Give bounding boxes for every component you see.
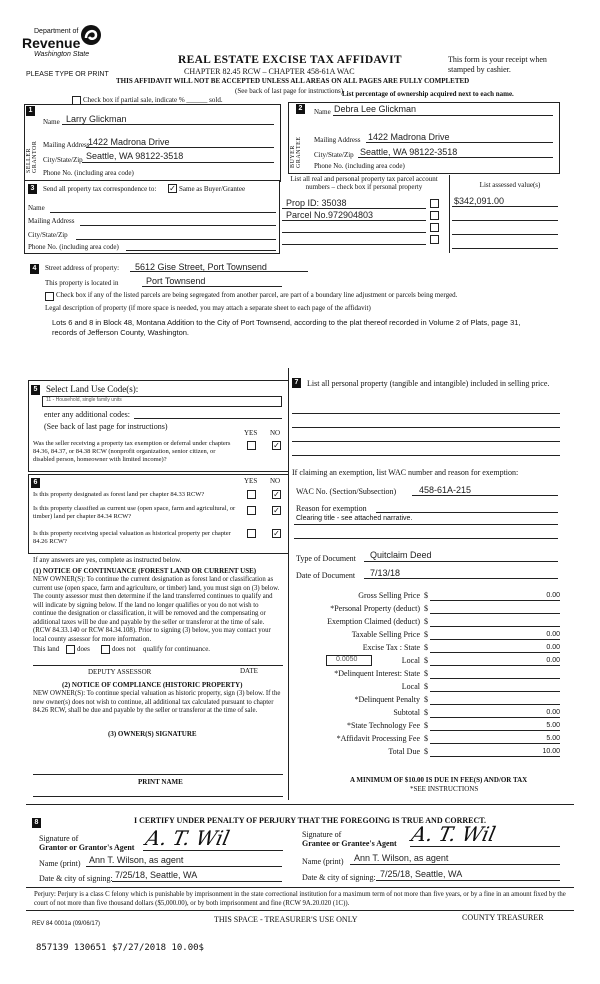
located-label: This property is located in xyxy=(45,279,119,287)
parcel-4-personal-checkbox[interactable] xyxy=(430,235,439,244)
grantor-name-label: Name (print) xyxy=(39,859,81,868)
form-warning: THIS AFFIDAVIT WILL NOT BE ACCEPTED UNLESS ALL AREAS ON ALL PAGES ARE FULLY COMPLETED xyxy=(116,77,470,85)
seller-mail[interactable]: 1422 Madrona Drive xyxy=(88,137,170,147)
tax-row-amount[interactable]: 0.00 xyxy=(546,644,560,651)
grantee-date-city[interactable]: 7/25/18, Seattle, WA xyxy=(380,869,463,879)
doc-type[interactable]: Quitclaim Deed xyxy=(370,550,432,560)
exemption-label: If claiming an exemption, list WAC number and reason for exemption: xyxy=(292,468,519,477)
revenue-swirl-icon xyxy=(80,24,102,46)
q2-no-checkbox[interactable]: ✓ xyxy=(273,506,280,515)
section-5-number: 5 xyxy=(31,385,40,395)
print-name-label: PRINT NAME xyxy=(138,778,183,786)
tax-row-label: Excise Tax : State xyxy=(362,643,420,652)
seller-name-label: Name xyxy=(43,118,60,126)
tax-row-label: *State Technology Fee xyxy=(346,721,420,730)
tax-row-amount[interactable]: 0.00 xyxy=(546,592,560,599)
perjury-statement: Perjury: Perjury is a class C felony which is punishable by imprisonment in the state correctional institution for a maximum term of not more than five years, or by a fine in an amount fixed by the court of not more than five thousand dollars ($5,000.00), or by both imprisonment and fine (RCW 9A.20.020 (1C)). xyxy=(34,891,566,907)
doc-date[interactable]: 7/13/18 xyxy=(370,568,401,578)
send-to-label: Send all property tax correspondence to: xyxy=(43,185,157,193)
land-does-not-label: does not xyxy=(112,645,136,653)
tax-row-dollar: $ xyxy=(424,695,428,704)
tax-row-dollar: $ xyxy=(424,656,428,665)
notice-2-text: NEW OWNER(S): To continue special valuation as historic property, sign (3) below. If the new owner(s) does not wish to continue, all additional tax calculated pursuant to chapter 84.26 RCW, shall be due and payable by the seller or transferor at the time of sale. xyxy=(33,690,281,714)
tax-row-amount[interactable]: 5.00 xyxy=(546,735,560,742)
tax-row-amount[interactable]: 0.00 xyxy=(546,657,560,664)
legal-description[interactable]: Lots 6 and 8 in Block 48, Montana Addition to the City of Port Townsend, according to the plat thereof recorded in Volume 2 of Plats, page 31, records of Jefferson County, Washington. xyxy=(52,318,521,337)
same-as-buyer-checkbox[interactable]: ✓ xyxy=(169,184,176,193)
tax-row-dollar: $ xyxy=(424,747,428,756)
tax-row-label: Gross Selling Price xyxy=(358,591,420,600)
grantor-date-label: Date & city of signing: xyxy=(39,874,113,883)
s5-yes-header: YES xyxy=(244,429,258,437)
partial-sale-label: Check box if partial sale, indicate % ______ sold. xyxy=(83,96,223,104)
located-in[interactable]: Port Townsend xyxy=(146,276,206,286)
street-address[interactable]: 5612 Gise Street, Port Townsend xyxy=(135,262,267,272)
see-instructions: *SEE INSTRUCTIONS xyxy=(410,785,479,793)
grantor-date-city[interactable]: 7/25/18, Seattle, WA xyxy=(115,870,198,880)
section-7-number: 7 xyxy=(292,378,301,388)
send-name-label: Name xyxy=(28,204,45,212)
tax-row-label: Local xyxy=(401,682,420,691)
minimum-due: A MINIMUM OF $10.00 IS DUE IN FEE(S) AND/OR TAX xyxy=(350,776,528,784)
cashier-stamp: 857139 130651 $7/27/2018 10.00$ xyxy=(36,943,204,953)
land-use-see-back: (See back of last page for instructions) xyxy=(44,422,168,431)
tax-row-label: Exemption Claimed (deduct) xyxy=(327,617,420,626)
s5-no-header: NO xyxy=(270,429,281,437)
tax-row-dollar: $ xyxy=(424,721,428,730)
deputy-assessor-label: DEPUTY ASSESSOR xyxy=(88,668,152,676)
grantor-name-print[interactable]: Ann T. Wilson, as agent xyxy=(89,855,184,865)
reason-text[interactable]: Clearing title - see attached narrative. xyxy=(296,515,413,522)
tax-row-label: Local xyxy=(401,656,420,665)
seller-side-label: SELLER GRANTOR xyxy=(26,140,38,173)
exemption-question: Was the seller receiving a property tax exemption or deferral under chapters 84.36, 84.37, or 84.38 RCW (nonprofit organization, senior citizen, or disabled person, homeowner with limited income)? xyxy=(33,440,231,463)
tax-row-dollar: $ xyxy=(424,734,428,743)
s5-yes-checkbox[interactable] xyxy=(247,441,256,450)
tax-row-label: *Affidavit Processing Fee xyxy=(336,734,420,743)
segregated-checkbox[interactable] xyxy=(45,292,54,301)
parcel-1[interactable]: Prop ID: 35038 xyxy=(286,198,347,208)
send-city-label: City/State/Zip xyxy=(28,231,68,239)
additional-codes-label: enter any additional codes: xyxy=(44,410,130,419)
street-label: Street address of property: xyxy=(45,264,120,272)
parcel-3-personal-checkbox[interactable] xyxy=(430,223,439,232)
send-mail-label: Mailing Address xyxy=(28,217,75,225)
grantee-signature[interactable]: A. T. Wil xyxy=(409,822,498,846)
segregated-label: Check box if any of the listed parcels are being segregated from another parcel, are part of a boundary line adjustment or parcels being merged. xyxy=(56,291,458,299)
personal-property-label: List all personal property (tangible and intangible) included in selling price. xyxy=(307,379,550,388)
grantee-agent-label: Grantee or Grantee's Agent xyxy=(302,839,397,848)
wac-number[interactable]: 458-61A-215 xyxy=(419,485,472,495)
section-8-number: 8 xyxy=(32,818,41,828)
tax-row-dollar: $ xyxy=(424,669,428,678)
buyer-city-label: City/State/Zip xyxy=(314,151,354,159)
assessed-value[interactable]: $342,091.00 xyxy=(454,196,505,206)
buyer-side-label: BUYER GRANTEE xyxy=(290,136,302,168)
current-use-question: Is this property classified as current use (open space, farm and agricultural, or timber) land per chapter 84.34 RCW? xyxy=(33,505,236,520)
historic-question: Is this property receiving special valuation as historical property per chapter 84.26 RCW? xyxy=(33,530,231,545)
s5-no-checkbox[interactable]: ✓ xyxy=(273,441,280,450)
grantor-sig-label: Signature of xyxy=(39,834,79,843)
buyer-city[interactable]: Seattle, WA 98122-3518 xyxy=(360,147,458,157)
owner-signature-label: (3) OWNER(S) SIGNATURE xyxy=(108,730,197,738)
tax-row-label: *Delinquent Penalty xyxy=(354,695,420,704)
send-phone-label: Phone No. (including area code) xyxy=(28,243,119,251)
grantee-name-print[interactable]: Ann T. Wilson, as agent xyxy=(354,853,449,863)
form-chapter: CHAPTER 82.45 RCW – CHAPTER 458-61A WAC xyxy=(184,67,355,76)
tax-row-dollar: $ xyxy=(424,708,428,717)
land-does-not-checkbox[interactable] xyxy=(101,645,110,654)
tax-row-amount[interactable]: 0.00 xyxy=(546,631,560,638)
reason-label: Reason for exemption xyxy=(296,504,367,513)
land-does-label: does xyxy=(77,645,90,653)
tax-row-amount[interactable]: 10.00 xyxy=(542,748,560,755)
parcel-2[interactable]: Parcel No.972904803 xyxy=(286,210,374,220)
tax-row-dollar: $ xyxy=(424,604,428,613)
doc-type-label: Type of Document xyxy=(296,554,356,563)
tax-row-amount[interactable]: 0.00 xyxy=(546,709,560,716)
s6-no-header: NO xyxy=(270,477,281,485)
please-type: PLEASE TYPE OR PRINT xyxy=(26,71,109,78)
tax-row-dollar: $ xyxy=(424,643,428,652)
land-use-value: 11 - Household, single family units xyxy=(46,397,122,403)
dept-line: Department of xyxy=(34,28,79,35)
tax-row-dollar: $ xyxy=(424,630,428,639)
grantor-agent-label: Grantor or Grantor's Agent xyxy=(39,843,135,852)
buyer-name[interactable]: Debra Lee Glickman xyxy=(334,104,417,114)
tax-row-label: *Delinquent Interest: State xyxy=(334,669,420,678)
tax-row-label: Total Due xyxy=(388,747,420,756)
if-yes-note: If any answers are yes, complete as instructed below. xyxy=(33,556,182,564)
deputy-date-label: DATE xyxy=(240,667,258,675)
grantee-name-label: Name (print) xyxy=(302,857,344,866)
form-revision: REV 84 0001a (09/06/17) xyxy=(32,921,101,927)
same-as-buyer-label: Same as Buyer/Grantee xyxy=(179,185,246,193)
local-rate: 0.0050 xyxy=(336,656,358,663)
dept-name: Revenue xyxy=(22,35,81,51)
grantor-signature[interactable]: A. T. Wil xyxy=(143,826,232,850)
q3-yes-checkbox[interactable] xyxy=(247,529,256,538)
tax-row-dollar: $ xyxy=(424,591,428,600)
assessed-value-header: List assessed value(s) xyxy=(479,181,541,189)
section-4-number: 4 xyxy=(30,264,39,274)
section-6-number: 6 xyxy=(31,478,40,488)
q1-yes-checkbox[interactable] xyxy=(247,490,256,499)
tax-row-amount[interactable]: 5.00 xyxy=(546,722,560,729)
seller-city[interactable]: Seattle, WA 98122-3518 xyxy=(86,151,184,161)
form-title: REAL ESTATE EXCISE TAX AFFIDAVIT xyxy=(178,54,402,66)
buyer-phone-label: Phone No. (including area code) xyxy=(314,162,405,170)
tax-row-dollar: $ xyxy=(424,617,428,626)
notice-1-text: NEW OWNER(S): To continue the current designation as forest land or classification as current use (open space, farm and agriculture, or timber) land, you must sign on (3) below. The county assessor must then determine if the land transferred continues to qualify and will indicate by signing below. If the land no longer qualifies or you do not wish to continue the designation or classification, it will be removed and the compensating or additional taxes will be due and payable by the seller or transferor at the time of sale. (RCW 84.33.140 or RCW 84.34.108). Prior to signing (3) below, you may contact your local county assessor for more information. xyxy=(33,576,280,643)
q1-no-checkbox[interactable]: ✓ xyxy=(273,490,280,499)
section-2-number: 2 xyxy=(296,104,305,114)
tax-row-label: Subtotal xyxy=(393,708,420,717)
this-land-label: This land xyxy=(33,645,60,653)
revenue-logo xyxy=(22,22,102,64)
pct-ownership-note: List percentage of ownership acquired next to each name. xyxy=(342,90,514,98)
receipt-note: This form is your receipt when stamped by cashier. xyxy=(448,55,547,74)
county-treasurer: COUNTY TREASURER xyxy=(462,913,544,922)
notice-1-title: (1) NOTICE OF CONTINUANCE (FOREST LAND OR CURRENT USE) xyxy=(33,567,257,575)
s6-yes-header: YES xyxy=(244,477,258,485)
see-back-top: (See back of last page for instructions) xyxy=(235,87,344,95)
seller-city-label: City/State/Zip xyxy=(43,156,83,164)
tax-row-label: Taxable Selling Price xyxy=(351,630,420,639)
doc-date-label: Date of Document xyxy=(296,571,356,580)
grantee-date-label: Date & city of signing: xyxy=(302,873,376,882)
notice-2-title: (2) NOTICE OF COMPLIANCE (HISTORIC PROPERTY) xyxy=(62,681,243,689)
dept-state: Washington State xyxy=(34,51,90,58)
parcel-2-personal-checkbox[interactable] xyxy=(430,211,439,220)
seller-phone-label: Phone No. (including area code) xyxy=(43,169,134,177)
tax-row-label: *Personal Property (deduct) xyxy=(330,604,420,613)
parcel-1-personal-checkbox[interactable] xyxy=(430,199,439,208)
section-3-number: 3 xyxy=(28,184,37,194)
treasurer-space: THIS SPACE - TREASURER'S USE ONLY xyxy=(214,915,358,924)
forest-question: Is this property designated as forest land per chapter 84.33 RCW? xyxy=(33,491,205,498)
tax-row-dollar: $ xyxy=(424,682,428,691)
legal-label: Legal description of property (if more space is needed, you may attach a separate sheet to each page of the affidavit) xyxy=(45,304,371,312)
wac-label: WAC No. (Section/Subsection) xyxy=(296,487,397,496)
land-does-checkbox[interactable] xyxy=(66,645,75,654)
q2-yes-checkbox[interactable] xyxy=(247,506,256,515)
section-1-number: 1 xyxy=(26,106,35,116)
grantee-sig-label: Signature of xyxy=(302,830,342,839)
land-use-label: Select Land Use Code(s): xyxy=(46,384,139,394)
seller-name[interactable]: Larry Glickman xyxy=(66,114,127,124)
qualify-label: qualify for continuance. xyxy=(143,645,211,653)
buyer-mail-label: Mailing Address xyxy=(314,136,361,144)
certify-statement: I CERTIFY UNDER PENALTY OF PERJURY THAT THE FOREGOING IS TRUE AND CORRECT. xyxy=(134,816,487,825)
seller-mail-label: Mailing Address xyxy=(43,141,90,149)
q3-no-checkbox[interactable]: ✓ xyxy=(273,529,280,538)
parcel-header: List all real and personal property tax parcel account numbers – check box if personal property xyxy=(290,175,438,191)
buyer-mail[interactable]: 1422 Madrona Drive xyxy=(368,132,450,142)
buyer-name-label: Name xyxy=(314,108,331,116)
